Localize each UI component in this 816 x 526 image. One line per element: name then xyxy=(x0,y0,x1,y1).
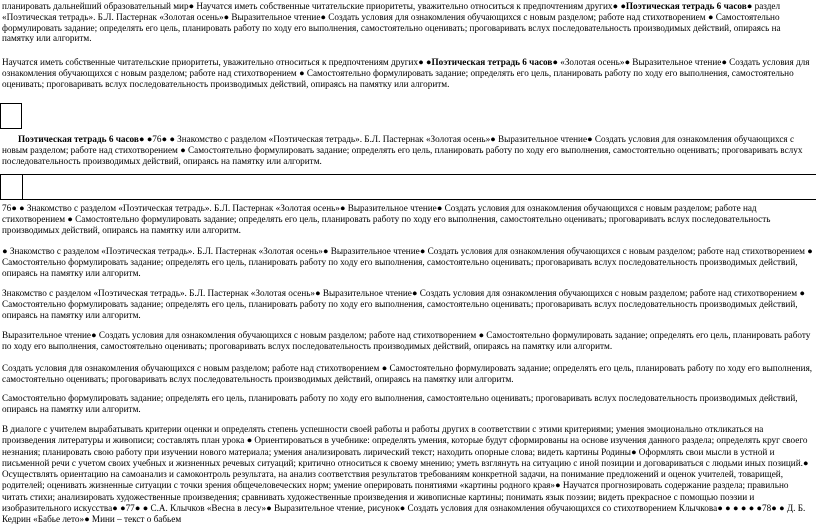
paragraph-1-text: планировать дальнейший образовательный мир● Научатся иметь собственные читательские приоритеты, уважительно относиться к предпочтениям других● xyxy=(2,1,621,11)
table-rule-inner xyxy=(22,174,23,199)
table-rule-top xyxy=(0,174,816,175)
paragraph-3-heading: Поэтическая тетрадь 6 часов● xyxy=(18,134,145,144)
paragraph-2 xyxy=(2,57,814,89)
paragraph-3 xyxy=(2,134,814,166)
paragraph-10: В диалоге с учителем вырабатывать критерии оценки и определять степень успешности своей работы и работы других в соответствии с этими критериями; умения эмоционально откликаться на произведения литературы и живописи; составлять план урока ● Ориентироваться в учебнике: определять умения, которые будут сформированы на основе изучения данного раздела; определять круг своего незнания; планировать свою работу при изучении нового материала; умения анализировать лирический текст; находить опорные слова; видеть картины Родины● Оформлять свои мысли в устной и письменной речи с учетом своих учебных и жизненных речевых ситуаций; критично относиться к своему мнению; уметь взглянуть на ситуацию с иной позиции и договариваться с людьми иных позиций.● Осуществлять ориентацию на самоанализ и самоконтроль результата, на анализ соответствия результатов требованиям конкретной задачи, на понимание предложений и оценок учителей, товарищей, родителей; оценивать жизненные ситуации с точки зрения общечеловеческих норм; умение оперировать понятиями «картины родного края»● Научатся прогнозировать содержание раздела; правильно читать стихи; анализировать художественные произведения; сравнивать художественные произведения и живописные картины; понимать язык поэзии; видеть прекрасное с помощью поэзии и изобразительного искусства● ●77● ● С.А. Клычков «Весна в лесу»● Выразительное чтение, рисунок● Создать условия для ознакомления обучающихся со стихотворением Клычкова● ● ● ● ● ●78● ● Д. Б. Кедрин «Бабье лето»● Мини – текст о бабьем xyxy=(2,424,809,525)
table-rule-bottom xyxy=(0,199,816,200)
paragraph-2-heading: ●Поэтическая тетрадь 6 часов● xyxy=(425,57,558,67)
table-cell-box xyxy=(0,103,22,129)
paragraph-4: 76● ● Знакомство с разделом «Поэтическая тетрадь». Б.Л. Пастернак «Золотая осень»● Выразительное чтение● Создать условия для ознакомления обучающихся с новым разделом; работе над стихотворением ● Самостоятельно формулировать задание; определять его цель, планировать работу по ходу его выполнения, самостоятельно оценивать; проговаривать вслух последовательность производимых действий, опираясь на памятку или алгоритм. xyxy=(2,203,771,235)
paragraph-1 xyxy=(2,1,814,44)
paragraph-6: Знакомство с разделом «Поэтическая тетрадь». Б.Л. Пастернак «Золотая осень»● Выразительное чтение● Создать условия для ознакомления обучающихся с новым разделом; работе над стихотворением ● Самостоятельно формулировать задание; определять его цель, планировать работу по ходу его выполнения, самостоятельно оценивать; проговаривать вслух последовательность производимых действий, опираясь на памятку или алгоритм. xyxy=(2,288,805,320)
paragraph-7: Выразительное чтение● Создать условия для ознакомления обучающихся с новым разделом; работе над стихотворением ● Самостоятельно формулировать задание; определять его цель, планировать работу по ходу его выполнения, самостоятельно оценивать; проговаривать вслух последовательность производимых действий, опираясь на памятку или алгоритм. xyxy=(2,330,811,351)
paragraph-1-continuation: раздел «Поэтическая тетрадь». Б.Л. Пастернак «Золотая осень»● Выразительное чтение● Создать условия для ознакомления обучающихся с новым разделом; работе над стихотворением ● Самостоятельно формулировать задание; определять его цель, планировать работу по ходу его выполнения, самостоятельно оценивать; проговаривать вслух последовательность производимых действий, опираясь на памятку или алгоритм. xyxy=(2,1,781,44)
paragraph-5: ● Знакомство с разделом «Поэтическая тетрадь». Б.Л. Пастернак «Золотая осень»● Выразительное чтение● Создать условия для ознакомления обучающихся с новым разделом; работе над стихотворением ● Самостоятельно формулировать задание; определять его цель, планировать работу по ходу его выполнения, самостоятельно оценивать; проговаривать вслух последовательность производимых действий, опираясь на памятку или алгоритм. xyxy=(2,246,813,278)
paragraph-1-heading: ●Поэтическая тетрадь 6 часов● xyxy=(620,1,753,11)
paragraph-3-text: ●76● ● Знакомство с разделом «Поэтическая тетрадь». Б.Л. Пастернак «Золотая осень»● Выразительное чтение● Создать условия для ознакомления обучающихся с новым разделом; работе над стихотворением ● Самостоятельно формулировать задание; определять его цель, планировать работу по ходу его выполнения, самостоятельно оценивать; проговаривать вслух последовательность производимых действий, опираясь на памятку или алгоритм. xyxy=(2,134,803,166)
paragraph-8: Создать условия для ознакомления обучающихся с новым разделом; работе над стихотворением ● Самостоятельно формулировать задание; определять его цель, планировать работу по ходу его выполнения, самостоятельно оценивать; проговаривать вслух последовательность производимых действий, опираясь на памятку или алгоритм. xyxy=(2,363,813,384)
paragraph-2-text: Научатся иметь собственные читательские приоритеты, уважительно относиться к предпочтениям других● xyxy=(2,57,426,67)
paragraph-2-continuation: «Золотая осень»● Выразительное чтение● Создать условия для ознакомления обучающихся с новым разделом; работе над стихотворением ● Самостоятельно формулировать задание; определять его цель, планировать работу по ходу его выполнения, самостоятельно оценивать; проговаривать вслух последовательность производимых действий, опираясь на памятку или алгоритм. xyxy=(2,57,810,89)
table-rule-left xyxy=(0,174,1,199)
paragraph-9: Самостоятельно формулировать задание; определять его цель, планировать работу по ходу его выполнения, самостоятельно оценивать; проговаривать вслух последовательность производимых действий, опираясь на памятку или алгоритм. xyxy=(2,393,798,414)
